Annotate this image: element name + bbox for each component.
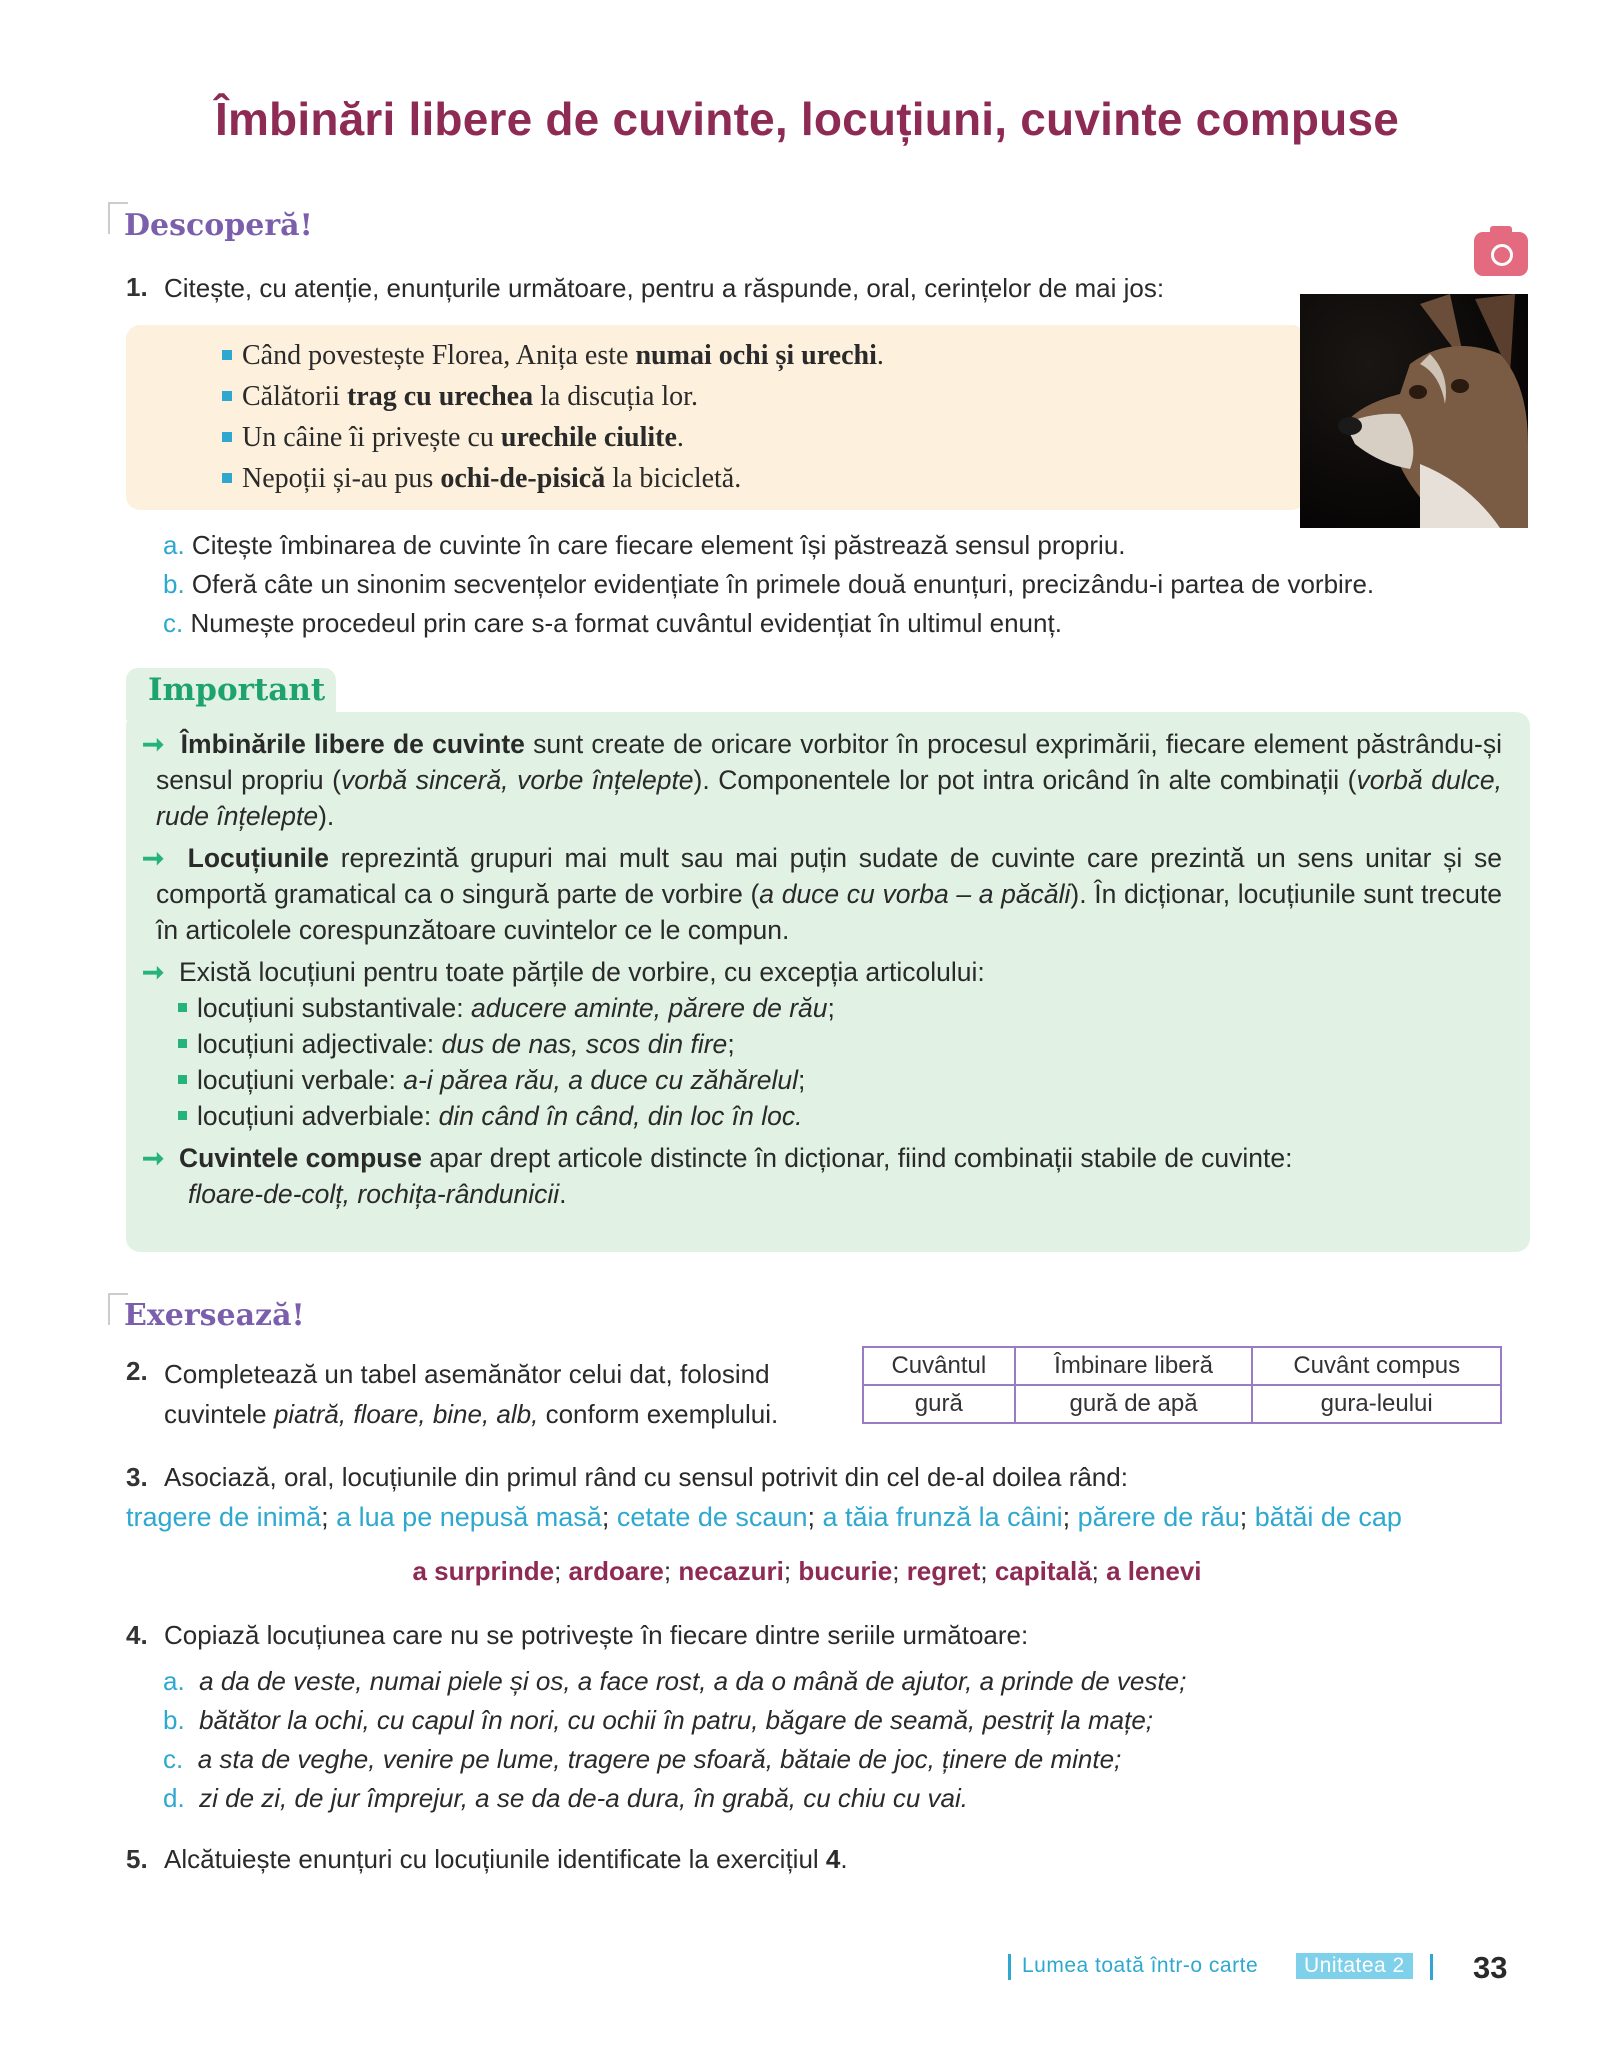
table-cell: gură xyxy=(863,1385,1015,1423)
locution-types-list xyxy=(142,990,1502,1134)
sentence-item: Călătorii trag cu urechea la discuția lor. xyxy=(222,376,884,417)
q4-item-a: a. a da de veste, numai piele și os, a face rost, a da o mână de ajutor, a prinde de veste; xyxy=(163,1666,1187,1696)
locution-type-item: locuțiuni adjectivale: dus de nas, scos din fire; xyxy=(178,1026,1502,1062)
meaning-option: bucurie xyxy=(798,1556,893,1586)
camera-icon xyxy=(1474,232,1528,276)
q2-text: Completează un tabel asemănător celui dat, folosind cuvintele piatră, floare, bine, alb, conform exemplului. xyxy=(164,1359,779,1429)
locution-type-item: locuțiuni substantivale: aducere aminte, părere de rău; xyxy=(178,990,1502,1026)
meaning-option: capitală xyxy=(994,1556,1092,1586)
q3-number: 3. xyxy=(126,1462,148,1492)
table-header-row xyxy=(863,1347,1501,1385)
subtask-c: c. Numește procedeul prin care s-a format cuvântul evidențiat în ultimul enunț. xyxy=(163,608,1062,638)
compound-examples: floare-de-colț, rochița-rândunicii. xyxy=(188,1179,567,1209)
q4-text: Copiază locuțiunea care nu se potrivește în fiecare dintre seriile următoare: xyxy=(164,1620,1029,1650)
table-header-cell: Cuvântul xyxy=(863,1347,1015,1385)
subtask-a: a. Citește îmbinarea de cuvinte în care fiecare element își păstrează sensul propriu. xyxy=(163,530,1126,560)
q1-subtasks xyxy=(163,526,1374,643)
locution-option: tragere de inimă xyxy=(126,1502,322,1532)
q5-number: 5. xyxy=(126,1844,148,1874)
important-point-compounds: ➞ Cuvintele compuse apar drept articole distincte în dicționar, fiind combinații stabile de cuvinte: xyxy=(142,1143,1293,1173)
meaning-option: regret xyxy=(906,1556,981,1586)
sentence-item: Când povestește Florea, Anița este numai ochi și urechi. xyxy=(222,335,884,376)
q4-item-b: b. bătător la ochi, cu capul în nori, cu ochii în patru, băgare de seamă, pestriț la mațe; xyxy=(163,1705,1154,1735)
important-point-types: ➞ Există locuțiuni pentru toate părțile de vorbire, cu excepția articolului: xyxy=(142,957,985,987)
section-exercise-label: Exersează! xyxy=(124,1298,305,1333)
important-point-locutions: ➞ Locuțiunile reprezintă grupuri mai mult sau mai puțin sudate de cuvinte care prezintă un sens unitar și se comportă gramatical ca o singură parte de vorbire (a duce cu vorba – a păcăli). În dicționar, locuțiunile sunt trecute în articolele corespunzătoare cuvintelor ce le compun. xyxy=(142,843,1503,945)
locution-option: bătăi de cap xyxy=(1254,1502,1402,1532)
q2-number: 2. xyxy=(126,1356,148,1386)
footer-divider xyxy=(1430,1954,1433,1980)
table-row xyxy=(863,1385,1501,1423)
locution-type-item: locuțiuni adverbiale: din când în când, din loc în loc. xyxy=(178,1098,1502,1134)
q3-locutions-row: tragere de inimă; a lua pe nepusă masă; cetate de scaun; a tăia frunză la câini; părere de rău; bătăi de cap xyxy=(126,1502,1402,1532)
locution-option: a lua pe nepusă masă xyxy=(336,1502,602,1532)
table-header-cell: Îmbinare liberă xyxy=(1015,1347,1253,1385)
q4-items xyxy=(163,1662,1186,1818)
footer-book-title: Lumea toată într-o carte xyxy=(1022,1954,1259,1977)
locution-option: a tăia frunză la câini xyxy=(822,1502,1063,1532)
page-number: 33 xyxy=(1473,1950,1508,1985)
footer-divider xyxy=(1008,1954,1011,1980)
important-label: Important xyxy=(148,672,326,708)
example-table xyxy=(862,1346,1502,1424)
sentence-item: Nepoții și-au pus ochi-de-pisică la bicicletă. xyxy=(222,458,884,499)
meaning-option: necazuri xyxy=(678,1556,784,1586)
table-header-cell: Cuvânt compus xyxy=(1252,1347,1501,1385)
meaning-option: a surprinde xyxy=(412,1556,555,1586)
locution-option: cetate de scaun xyxy=(616,1502,808,1532)
locution-type-item: locuțiuni verbale: a-i părea rău, a duce cu zăhărelul; xyxy=(178,1062,1502,1098)
section-discover-label: Descoperă! xyxy=(124,208,313,243)
example-sentences-list xyxy=(222,335,884,499)
q1-number: 1. xyxy=(126,272,148,302)
subtask-b: b. Oferă câte un sinonim secvențelor evidențiate în primele două enunțuri, precizându-i partea de vorbire. xyxy=(163,569,1375,599)
table-cell: gura-leului xyxy=(1252,1385,1501,1423)
meaning-option: a lenevi xyxy=(1106,1556,1202,1586)
q4-item-c: c. a sta de veghe, venire pe lume, tragere pe sfoară, bătaie de joc, ținere de minte; xyxy=(163,1744,1122,1774)
sentence-item: Un câine îi privește cu urechile ciulite. xyxy=(222,417,884,458)
q5-text: Alcătuiește enunțuri cu locuțiunile identificate la exercițiul 4. xyxy=(164,1844,848,1874)
table-cell: gură de apă xyxy=(1015,1385,1253,1423)
page-title: Îmbinări libere de cuvinte, locuțiuni, cuvinte compuse xyxy=(214,93,1400,145)
important-point-free-combinations: ➞ Îmbinările libere de cuvinte sunt create de oricare vorbitor în procesul exprimării, fiecare element păstrându-și sensul propriu (vorbă sinceră, vorbe înțelepte). Componentele lor pot intra oricând în alte combinații (vorbă dulce, rude înțelepte). xyxy=(142,729,1502,831)
q3-meanings-row: a surprinde; ardoare; necazuri; bucurie; regret; capitală; a lenevi xyxy=(412,1556,1202,1586)
q1-text: Citește, cu atenție, enunțurile următoare, pentru a răspunde, oral, cerințelor de mai jos: xyxy=(164,273,1165,303)
meaning-option: ardoare xyxy=(568,1556,664,1586)
locution-option: părere de rău xyxy=(1077,1502,1240,1532)
dog-photo xyxy=(1300,294,1528,528)
q4-item-d: d. zi de zi, de jur împrejur, a se da de-a dura, în grabă, cu chiu cu vai. xyxy=(163,1783,968,1813)
footer-unit-badge: Unitatea 2 xyxy=(1296,1953,1413,1979)
important-content xyxy=(142,726,1502,1212)
q3-text: Asociază, oral, locuțiunile din primul rând cu sensul potrivit din cel de-al doilea rând: xyxy=(164,1462,1128,1492)
q4-number: 4. xyxy=(126,1620,148,1650)
